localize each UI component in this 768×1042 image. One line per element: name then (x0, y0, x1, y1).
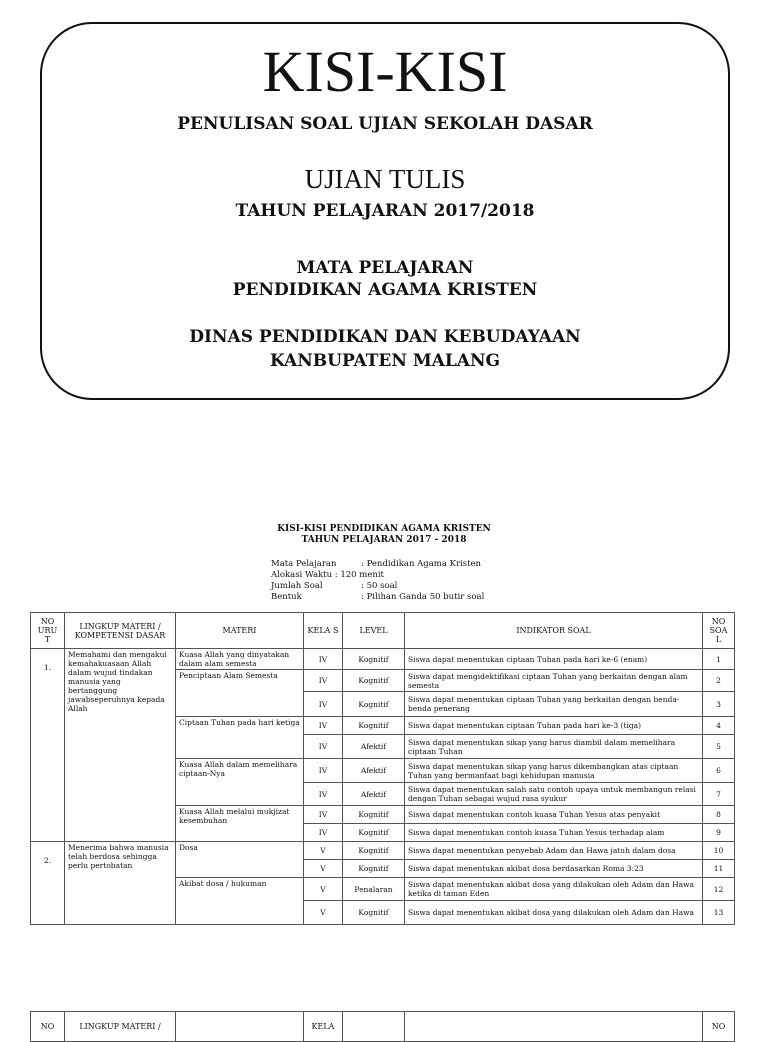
competency: Memahami dan mengakui kemahakuasaan Allah dalam wujud tindakan manusia yang bertanggung jawabseperuhnya kepada Allah (65, 649, 176, 842)
level: Kognitif (343, 842, 405, 860)
level: Kognitif (343, 824, 405, 842)
no-soal: 4 (703, 717, 735, 735)
level: Afektif (343, 735, 405, 759)
info-key: Alokasi Waktu : 120 menit (271, 570, 384, 580)
level: Kognitif (343, 717, 405, 735)
cover-office: DINAS PENDIDIKAN DAN KEBUDAYAAN (189, 327, 581, 347)
column-header: LEVEL (343, 613, 405, 649)
info-value: : 50 soal (361, 581, 398, 591)
level: Kognitif (343, 806, 405, 824)
indikator: Siswa dapat menentukan penyebab Adam dan Hawa jatuh dalam dosa (405, 842, 703, 860)
indikator: Siswa dapat mengidektifikasi ciptaan Tuhan yang berkaitan dengan alam semesta (405, 670, 703, 692)
no-soal: 3 (703, 692, 735, 717)
no-soal: 5 (703, 735, 735, 759)
column-header: LINGKUP MATERI / KOMPETENSI DASAR (65, 613, 176, 649)
cover-region: KANBUPATEN MALANG (269, 351, 501, 371)
column-header: INDIKATOR SOAL (405, 613, 703, 649)
info-value: : Pendidikan Agama Kristen (361, 559, 482, 569)
kelas: V (304, 901, 343, 925)
level: Afektif (343, 759, 405, 783)
table-row (31, 842, 735, 860)
indikator: Siswa dapat menentukan akibat dosa yang dilakukan oleh Adam dan Hawa ketika di taman Eden (405, 878, 703, 901)
kisi-table-continued (30, 1011, 735, 1042)
info-key: Mata Pelajaran (271, 559, 337, 569)
row-number: 1. (31, 649, 65, 842)
row-number: 2. (31, 842, 65, 925)
cover-exam: UJIAN TULIS (304, 164, 466, 194)
kelas: V (304, 878, 343, 901)
kelas: IV (304, 735, 343, 759)
kelas: IV (304, 717, 343, 735)
no-soal: 8 (703, 806, 735, 824)
info-key: Jumlah Soal (271, 581, 323, 591)
materi: Penciptaan Alam Semesta (176, 670, 304, 717)
kelas: V (304, 842, 343, 860)
no-soal: 6 (703, 759, 735, 783)
indikator: Siswa dapat menentukan akibat dosa berdasarkan Roma 3:23 (405, 860, 703, 878)
cover-box (40, 22, 730, 400)
doc-title: KISI-KISI PENDIDIKAN AGAMA KRISTEN (277, 524, 491, 534)
no-soal: 7 (703, 783, 735, 806)
competency: Menerima bahwa manusia telah berdosa sehingga perlu pertobatan (65, 842, 176, 925)
no-soal: 9 (703, 824, 735, 842)
indikator: Siswa dapat menentukan contoh kuasa Tuhan Yesus atas penyakit (405, 806, 703, 824)
cover-year: TAHUN PELAJARAN 2017/2018 (235, 201, 535, 221)
level: Kognitif (343, 670, 405, 692)
column-header: MATERI (176, 613, 304, 649)
info-key: Bentuk (271, 592, 302, 602)
cover-title: KISI-KISI (262, 39, 508, 104)
no-soal: 10 (703, 842, 735, 860)
indikator: Siswa dapat menentukan ciptaan Tuhan pada hari ke-3 (tiga) (405, 717, 703, 735)
indikator: Siswa dapat menentukan contoh kuasa Tuhan Yesus terhadap alam (405, 824, 703, 842)
kelas: IV (304, 692, 343, 717)
doc-year: TAHUN PELAJARAN 2017 - 2018 (301, 535, 467, 545)
materi: Kuasa Allah dalam memelihara ciptaan-Nya (176, 759, 304, 806)
kisi-table (30, 612, 735, 925)
materi: Kuasa Allah yang dinyatakan dalam alam semesta (176, 649, 304, 670)
no-soal: 11 (703, 860, 735, 878)
column-header: NO URU T (31, 613, 65, 649)
column-header: KELA (304, 1012, 343, 1042)
column-header (343, 1012, 405, 1042)
indikator: Siswa dapat menentukan ciptaan Tuhan yang berkaitan dengan benda-benda penerang (405, 692, 703, 717)
indikator: Siswa dapat menentukan sikap yang harus diambil dalam memelihara ciptaan Tuhan (405, 735, 703, 759)
column-header (176, 1012, 304, 1042)
cover-subject-label: MATA PELAJARAN (296, 258, 474, 278)
column-header: LINGKUP MATERI / (65, 1012, 176, 1042)
column-header: NO SOA L (703, 613, 735, 649)
level: Kognitif (343, 692, 405, 717)
indikator: Siswa dapat menentukan sikap yang harus dikembangkan atas ciptaan Tuhan yang bermanfaat bagi kehidupan manusia (405, 759, 703, 783)
column-header: NO (703, 1012, 735, 1042)
no-soal: 1 (703, 649, 735, 670)
indikator: Siswa dapat menentukan salah satu contoh upaya untuk membangun relasi dengan Tuhan sebagai wujud rasa syukur (405, 783, 703, 806)
kelas: IV (304, 806, 343, 824)
column-header: NO (31, 1012, 65, 1042)
cover-subject: PENDIDIKAN AGAMA KRISTEN (232, 280, 538, 300)
materi: Ciptaan Tuhan pada hari ketiga (176, 717, 304, 759)
materi: Akibat dosa / hukuman (176, 878, 304, 925)
indikator: Siswa dapat menentukan akibat dosa yang dilakukan oleh Adam dan Hawa (405, 901, 703, 925)
kelas: IV (304, 824, 343, 842)
level: Afektif (343, 783, 405, 806)
level: Kognitif (343, 649, 405, 670)
no-soal: 13 (703, 901, 735, 925)
cover-subtitle: PENULISAN SOAL UJIAN SEKOLAH DASAR (177, 114, 593, 134)
level: Kognitif (343, 860, 405, 878)
kelas: IV (304, 759, 343, 783)
info-value: : Pilihan Ganda 50 butir soal (361, 592, 485, 602)
materi: Kuasa Allah melalui mukjizat kesembuhan (176, 806, 304, 842)
kelas: IV (304, 670, 343, 692)
kelas: V (304, 860, 343, 878)
column-header: KELA S (304, 613, 343, 649)
level: Penalaran (343, 878, 405, 901)
materi: Dosa (176, 842, 304, 878)
indikator: Siswa dapat menentukan ciptaan Tuhan pada hari ke-6 (enam) (405, 649, 703, 670)
doc-info (271, 559, 484, 603)
kelas: IV (304, 649, 343, 670)
table-row (31, 649, 735, 670)
no-soal: 2 (703, 670, 735, 692)
no-soal: 12 (703, 878, 735, 901)
kelas: IV (304, 783, 343, 806)
column-header (405, 1012, 703, 1042)
level: Kognitif (343, 901, 405, 925)
